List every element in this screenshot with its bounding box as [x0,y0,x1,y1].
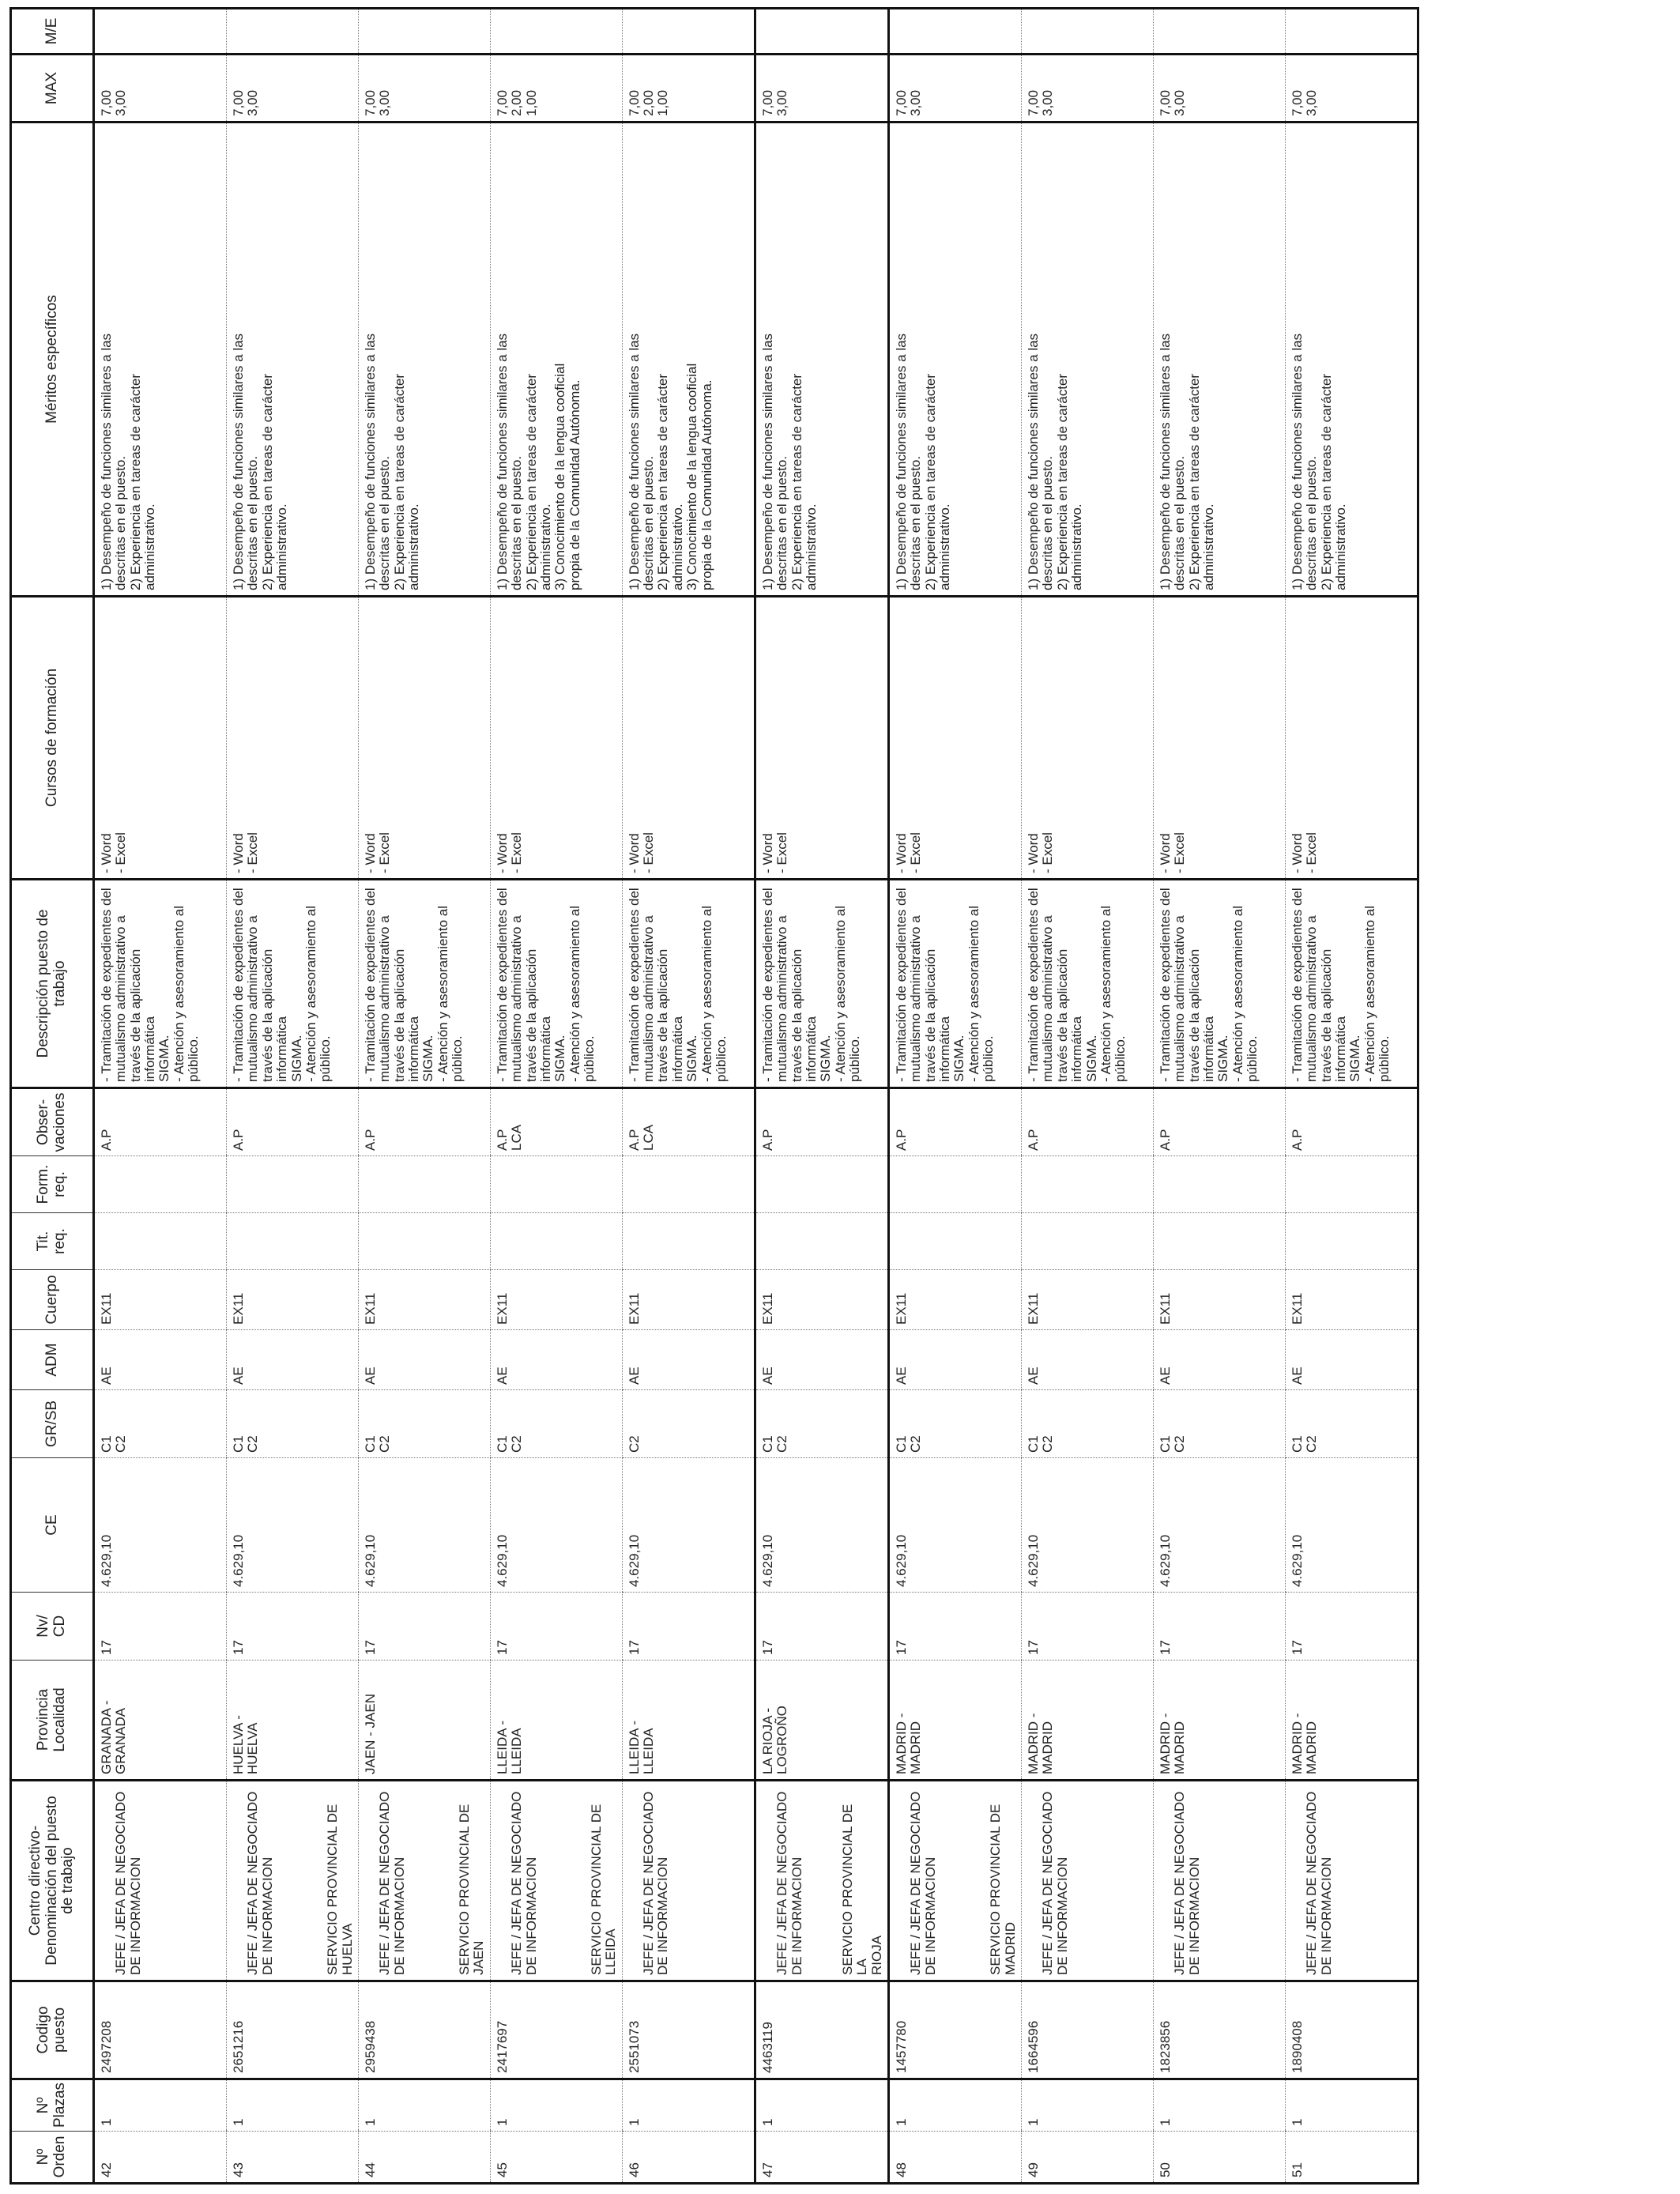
cell-codigo: 2959438 [358,1981,490,2079]
cell-cursos: - Word - Excel [1285,597,1418,880]
puesto-name: JEFE / JEFA DE NEGOCIADO DE INFORMACION [377,1791,407,1975]
puesto-name: JEFE / JEFA DE NEGOCIADO DE INFORMACION [1304,1791,1334,1975]
cell-codigo: 1457780 [889,1981,1022,2079]
servicio-name: SERVICIO PROVINCIAL DE HUELVA [325,1804,355,1975]
header-cuerpo: Cuerpo [11,1270,94,1330]
cell-meritos: 1) Desempeño de funciones similares a las descritas en el puesto. 2) Experiencia en tareas de carácter administrativo. [94,123,227,597]
cell-meritos: 1) Desempeño de funciones similares a las descritas en el puesto. 2) Experiencia en tareas de carácter administrativo. [227,123,359,597]
cell-titulacion [358,1213,490,1270]
cell-orden: 47 [759,2162,775,2177]
header-nivel: Nv/ CD [11,1593,94,1661]
cell-nivel: 17 [227,1593,359,1661]
cell-formacion [1285,1156,1418,1213]
cell-grupo: C1 C2 [755,1390,888,1458]
cell-plazas: 1 [1022,2079,1154,2132]
cell-me [227,9,359,55]
cell-adm: AE [889,1330,1022,1390]
cell-codigo: 2651216 [227,1981,359,2079]
cell-grupo: C1 C2 [889,1390,1022,1458]
cell-cuerpo: EX11 [227,1270,359,1330]
header-grupo: GR/SB [11,1390,94,1458]
cell-nivel: 17 [1154,1593,1286,1661]
puesto-name: JEFE / JEFA DE NEGOCIADO DE INFORMACION [641,1791,671,1975]
cell-me [490,9,622,55]
puesto-name: JEFE / JEFA DE NEGOCIADO DE INFORMACION [1040,1791,1070,1975]
table-row-orden-50 [1154,9,1286,2184]
cell-provincia: LLEIDA - LLEIDA [622,1661,755,1781]
cell-max: 7,00 3,00 [94,55,227,123]
puesto-name: JEFE / JEFA DE NEGOCIADO DE INFORMACION [509,1791,539,1975]
cell-meritos: 1) Desempeño de funciones similares a las descritas en el puesto. 2) Experiencia en tareas de carácter administrativo. 3) Conocimiento de la lengua cooficial propia de la Comunidad Autónoma. [622,123,755,597]
header-cursos: Cursos de formación [11,597,94,880]
cell-centro [1022,1781,1154,1981]
servicio-name: SERVICIO PROVINCIAL DE JAEN [457,1804,487,1975]
header-titulacion: Tit. req. [11,1213,94,1270]
header-observaciones: Obser- vaciones [11,1088,94,1156]
cell-cuerpo: EX11 [1285,1270,1418,1330]
table-row-orden-44 [358,9,490,2184]
cell-grupo: C1 C2 [227,1390,359,1458]
cell-me [622,9,755,55]
cell-ce: 4.629,10 [889,1458,1022,1593]
cell-grupo: C1 C2 [490,1390,622,1458]
puestos-table [9,7,1419,2185]
cell-meritos: 1) Desempeño de funciones similares a las descritas en el puesto. 2) Experiencia en tareas de carácter administrativo. [1154,123,1286,597]
cell-adm: AE [490,1330,622,1390]
cell-grupo: C1 C2 [1154,1390,1286,1458]
cell-centro [227,1781,359,1981]
cell-meritos: 1) Desempeño de funciones similares a las descritas en el puesto. 2) Experiencia en tareas de carácter administrativo. [755,123,888,597]
cell-ce: 4.629,10 [227,1458,359,1593]
cell-cuerpo: EX11 [755,1270,888,1330]
cell-plazas: 1 [622,2079,755,2132]
cell-max: 7,00 3,00 [1154,55,1286,123]
cell-plazas: 1 [490,2079,622,2132]
header-meritos: Méritos específicos [11,123,94,597]
header-plazas: Nº Plazas [11,2079,94,2132]
cell-ce: 4.629,10 [1285,1458,1418,1593]
cell-observaciones: A.P [94,1088,227,1156]
cell-descripcion: - Tramitación de expedientes del mutualismo administrativo a través de la aplicación informática SIGMA. - Atención y asesoramiento al público. [889,880,1022,1088]
cell-provincia: LLEIDA - LLEIDA [490,1661,622,1781]
cell-plazas: 1 [755,2079,888,2132]
cell-provincia: HUELVA - HUELVA [227,1661,359,1781]
table-row-orden-49 [1022,9,1154,2184]
cell-titulacion [1022,1213,1154,1270]
header-centro: Centro directivo- Denominación del puesto de trabajo [11,1781,94,1981]
cell-provincia: LA RIOJA - LOGROÑO [755,1661,888,1781]
cell-codigo: 4463119 [755,1981,888,2079]
cell-centro [1285,1781,1418,1981]
cell-titulacion [490,1213,622,1270]
cell-me [358,9,490,55]
cell-grupo: C1 C2 [1285,1390,1418,1458]
cell-nivel: 17 [1022,1593,1154,1661]
cell-titulacion [94,1213,227,1270]
cell-nivel: 17 [889,1593,1022,1661]
puesto-name: JEFE / JEFA DE NEGOCIADO DE INFORMACION [908,1791,938,1975]
cell-titulacion [622,1213,755,1270]
cell-grupo: C1 C2 [358,1390,490,1458]
cell-titulacion [755,1213,888,1270]
cell-observaciones: A.P [358,1088,490,1156]
cell-centro [94,1781,227,1981]
cell-cursos: - Word - Excel [94,597,227,880]
cell-max: 7,00 2,00 1,00 [622,55,755,123]
cell-plazas: 1 [227,2079,359,2132]
cell-formacion [227,1156,359,1213]
table-row-orden-46 [622,9,755,2184]
cell-me [755,9,888,55]
cell-nivel: 17 [358,1593,490,1661]
cell-provincia: MADRID - MADRID [1285,1661,1418,1781]
cell-orden: 43 [231,2162,247,2177]
table-row-orden-43 [227,9,359,2184]
cell-codigo: 1823856 [1154,1981,1286,2079]
cell-max: 7,00 3,00 [358,55,490,123]
cell-descripcion: - Tramitación de expedientes del mutualismo administrativo a través de la aplicación informática SIGMA. - Atención y asesoramiento al público. [358,880,490,1088]
cell-plazas: 1 [1285,2079,1418,2132]
cell-centro [755,1781,888,1981]
cell-ce: 4.629,10 [358,1458,490,1593]
cell-orden: 48 [894,2162,910,2177]
table-row-orden-51 [1285,9,1418,2184]
cell-adm: AE [227,1330,359,1390]
cell-centro [358,1781,490,1981]
cell-formacion [755,1156,888,1213]
cell-adm: AE [94,1330,227,1390]
cell-descripcion: - Tramitación de expedientes del mutualismo administrativo a través de la aplicación informática SIGMA. - Atención y asesoramiento al público. [94,880,227,1088]
header-adm: ADM [11,1330,94,1390]
cell-ce: 4.629,10 [490,1458,622,1593]
header-orden: Nº Orden [11,2132,94,2184]
cell-observaciones: A.P [1285,1088,1418,1156]
cell-me [1285,9,1418,55]
cell-grupo: C1 C2 [1022,1390,1154,1458]
cell-orden: 42 [99,2162,114,2177]
header-ce: CE [11,1458,94,1593]
cell-cursos: - Word - Excel [622,597,755,880]
cell-codigo: 1890408 [1285,1981,1418,2079]
cell-grupo: C1 C2 [94,1390,227,1458]
cell-nivel: 17 [755,1593,888,1661]
cell-formacion [1154,1156,1286,1213]
cell-provincia: MADRID - MADRID [1022,1661,1154,1781]
cell-observaciones: A.P [755,1088,888,1156]
cell-descripcion: - Tramitación de expedientes del mutualismo administrativo a través de la aplicación informática SIGMA. - Atención y asesoramiento al público. [227,880,359,1088]
cell-orden: 46 [626,2162,642,2177]
cell-cuerpo: EX11 [1022,1270,1154,1330]
cell-cuerpo: EX11 [622,1270,755,1330]
cell-nivel: 17 [490,1593,622,1661]
cell-me [1022,9,1154,55]
cell-descripcion: - Tramitación de expedientes del mutualismo administrativo a través de la aplicación informática SIGMA. - Atención y asesoramiento al público. [1022,880,1154,1088]
cell-cursos: - Word - Excel [227,597,359,880]
cell-adm: AE [1022,1330,1154,1390]
cell-cuerpo: EX11 [889,1270,1022,1330]
cell-provincia: MADRID - MADRID [1154,1661,1286,1781]
cell-observaciones: A.P [889,1088,1022,1156]
cell-cuerpo: EX11 [94,1270,227,1330]
cell-cuerpo: EX11 [1154,1270,1286,1330]
servicio-name: SERVICIO PROVINCIAL DE LA RIOJA [839,1804,884,1975]
cell-max: 7,00 2,00 1,00 [490,55,622,123]
cell-cuerpo: EX11 [358,1270,490,1330]
cell-centro [490,1781,622,1981]
puesto-name: JEFE / JEFA DE NEGOCIADO DE INFORMACION [113,1791,143,1975]
cell-nivel: 17 [94,1593,227,1661]
header-max: MAX [11,55,94,123]
cell-cursos: - Word - Excel [1154,597,1286,880]
cell-adm: AE [358,1330,490,1390]
cell-provincia: JAEN - JAEN [358,1661,490,1781]
cell-titulacion [1285,1213,1418,1270]
cell-formacion [358,1156,490,1213]
cell-orden: 45 [494,2162,510,2177]
cell-centro [1154,1781,1286,1981]
cell-observaciones: A.P [227,1088,359,1156]
header-row [11,9,94,2184]
servicio-name: SERVICIO PROVINCIAL DE LLEIDA [588,1804,619,1975]
cell-descripcion: - Tramitación de expedientes del mutualismo administrativo a través de la aplicación informática SIGMA. - Atención y asesoramiento al público. [1285,880,1418,1088]
cell-observaciones: A.P LCA [622,1088,755,1156]
cell-formacion [490,1156,622,1213]
cell-max: 7,00 3,00 [1285,55,1418,123]
cell-provincia: GRANADA - GRANADA [94,1661,227,1781]
cell-ce: 4.629,10 [622,1458,755,1593]
cell-adm: AE [755,1330,888,1390]
cell-orden: 49 [1026,2162,1042,2177]
cell-cursos: - Word - Excel [889,597,1022,880]
cell-formacion [1022,1156,1154,1213]
cell-descripcion: - Tramitación de expedientes del mutualismo administrativo a través de la aplicación informática SIGMA. - Atención y asesoramiento al público. [490,880,622,1088]
cell-plazas: 1 [1154,2079,1286,2132]
puesto-name: JEFE / JEFA DE NEGOCIADO DE INFORMACION [245,1791,275,1975]
header-provincia: Provincia Localidad [11,1661,94,1781]
cell-titulacion [227,1213,359,1270]
cell-adm: AE [622,1330,755,1390]
cell-formacion [94,1156,227,1213]
cell-provincia: MADRID - MADRID [889,1661,1022,1781]
servicio-name: SERVICIO PROVINCIAL DE MADRID [988,1804,1018,1975]
cell-cursos: - Word - Excel [755,597,888,880]
cell-plazas: 1 [358,2079,490,2132]
cell-ce: 4.629,10 [755,1458,888,1593]
cell-cursos: - Word - Excel [490,597,622,880]
cell-meritos: 1) Desempeño de funciones similares a las descritas en el puesto. 2) Experiencia en tareas de carácter administrativo. [889,123,1022,597]
cell-centro [622,1781,755,1981]
cell-plazas: 1 [889,2079,1022,2132]
cell-max: 7,00 3,00 [889,55,1022,123]
cell-cursos: - Word - Excel [358,597,490,880]
cell-cursos: - Word - Excel [1022,597,1154,880]
cell-descripcion: - Tramitación de expedientes del mutualismo administrativo a través de la aplicación informática SIGMA. - Atención y asesoramiento al público. [755,880,888,1088]
cell-meritos: 1) Desempeño de funciones similares a las descritas en el puesto. 2) Experiencia en tareas de carácter administrativo. [358,123,490,597]
cell-observaciones: A.P [1022,1088,1154,1156]
header-codigo: Codigo puesto [11,1981,94,2079]
cell-adm: AE [1154,1330,1286,1390]
table-row-orden-48 [889,9,1022,2184]
cell-max: 7,00 3,00 [1022,55,1154,123]
cell-observaciones: A.P LCA [490,1088,622,1156]
header-me: M/E [11,9,94,55]
cell-ce: 4.629,10 [1154,1458,1286,1593]
header-formacion: Form. req. [11,1156,94,1213]
cell-descripcion: - Tramitación de expedientes del mutualismo administrativo a través de la aplicación informática SIGMA. - Atención y asesoramiento al público. [622,880,755,1088]
cell-max: 7,00 3,00 [227,55,359,123]
cell-me [94,9,227,55]
cell-orden: 44 [362,2162,378,2177]
cell-codigo: 1664596 [1022,1981,1154,2079]
cell-ce: 4.629,10 [1022,1458,1154,1593]
cell-nivel: 17 [622,1593,755,1661]
puesto-name: JEFE / JEFA DE NEGOCIADO DE INFORMACION [1172,1791,1202,1975]
cell-orden: 50 [1158,2162,1173,2177]
cell-centro [889,1781,1022,1981]
cell-grupo: C2 [622,1390,755,1458]
cell-formacion [622,1156,755,1213]
puesto-name: JEFE / JEFA DE NEGOCIADO DE INFORMACION [774,1791,804,1975]
cell-adm: AE [1285,1330,1418,1390]
cell-max: 7,00 3,00 [755,55,888,123]
table-row-orden-45 [490,9,622,2184]
cell-titulacion [1154,1213,1286,1270]
cell-descripcion: - Tramitación de expedientes del mutualismo administrativo a través de la aplicación informática SIGMA. - Atención y asesoramiento al público. [1154,880,1286,1088]
table-row-orden-42 [94,9,227,2184]
cell-orden: 51 [1289,2162,1305,2177]
cell-me [1154,9,1286,55]
cell-formacion [889,1156,1022,1213]
cell-codigo: 2497208 [94,1981,227,2079]
cell-ce: 4.629,10 [94,1458,227,1593]
cell-plazas: 1 [94,2079,227,2132]
cell-meritos: 1) Desempeño de funciones similares a las descritas en el puesto. 2) Experiencia en tareas de carácter administrativo. [1022,123,1154,597]
cell-observaciones: A.P [1154,1088,1286,1156]
cell-titulacion [889,1213,1022,1270]
cell-cuerpo: EX11 [490,1270,622,1330]
cell-meritos: 1) Desempeño de funciones similares a las descritas en el puesto. 2) Experiencia en tareas de carácter administrativo. [1285,123,1418,597]
cell-codigo: 2417697 [490,1981,622,2079]
cell-meritos: 1) Desempeño de funciones similares a las descritas en el puesto. 2) Experiencia en tareas de carácter administrativo. 3) Conocimiento de la lengua cooficial propia de la Comunidad Autónoma. [490,123,622,597]
cell-codigo: 2551073 [622,1981,755,2079]
cell-me [889,9,1022,55]
cell-nivel: 17 [1285,1593,1418,1661]
header-descripcion: Descripción puesto de trabajo [11,880,94,1088]
table-row-orden-47 [755,9,888,2184]
